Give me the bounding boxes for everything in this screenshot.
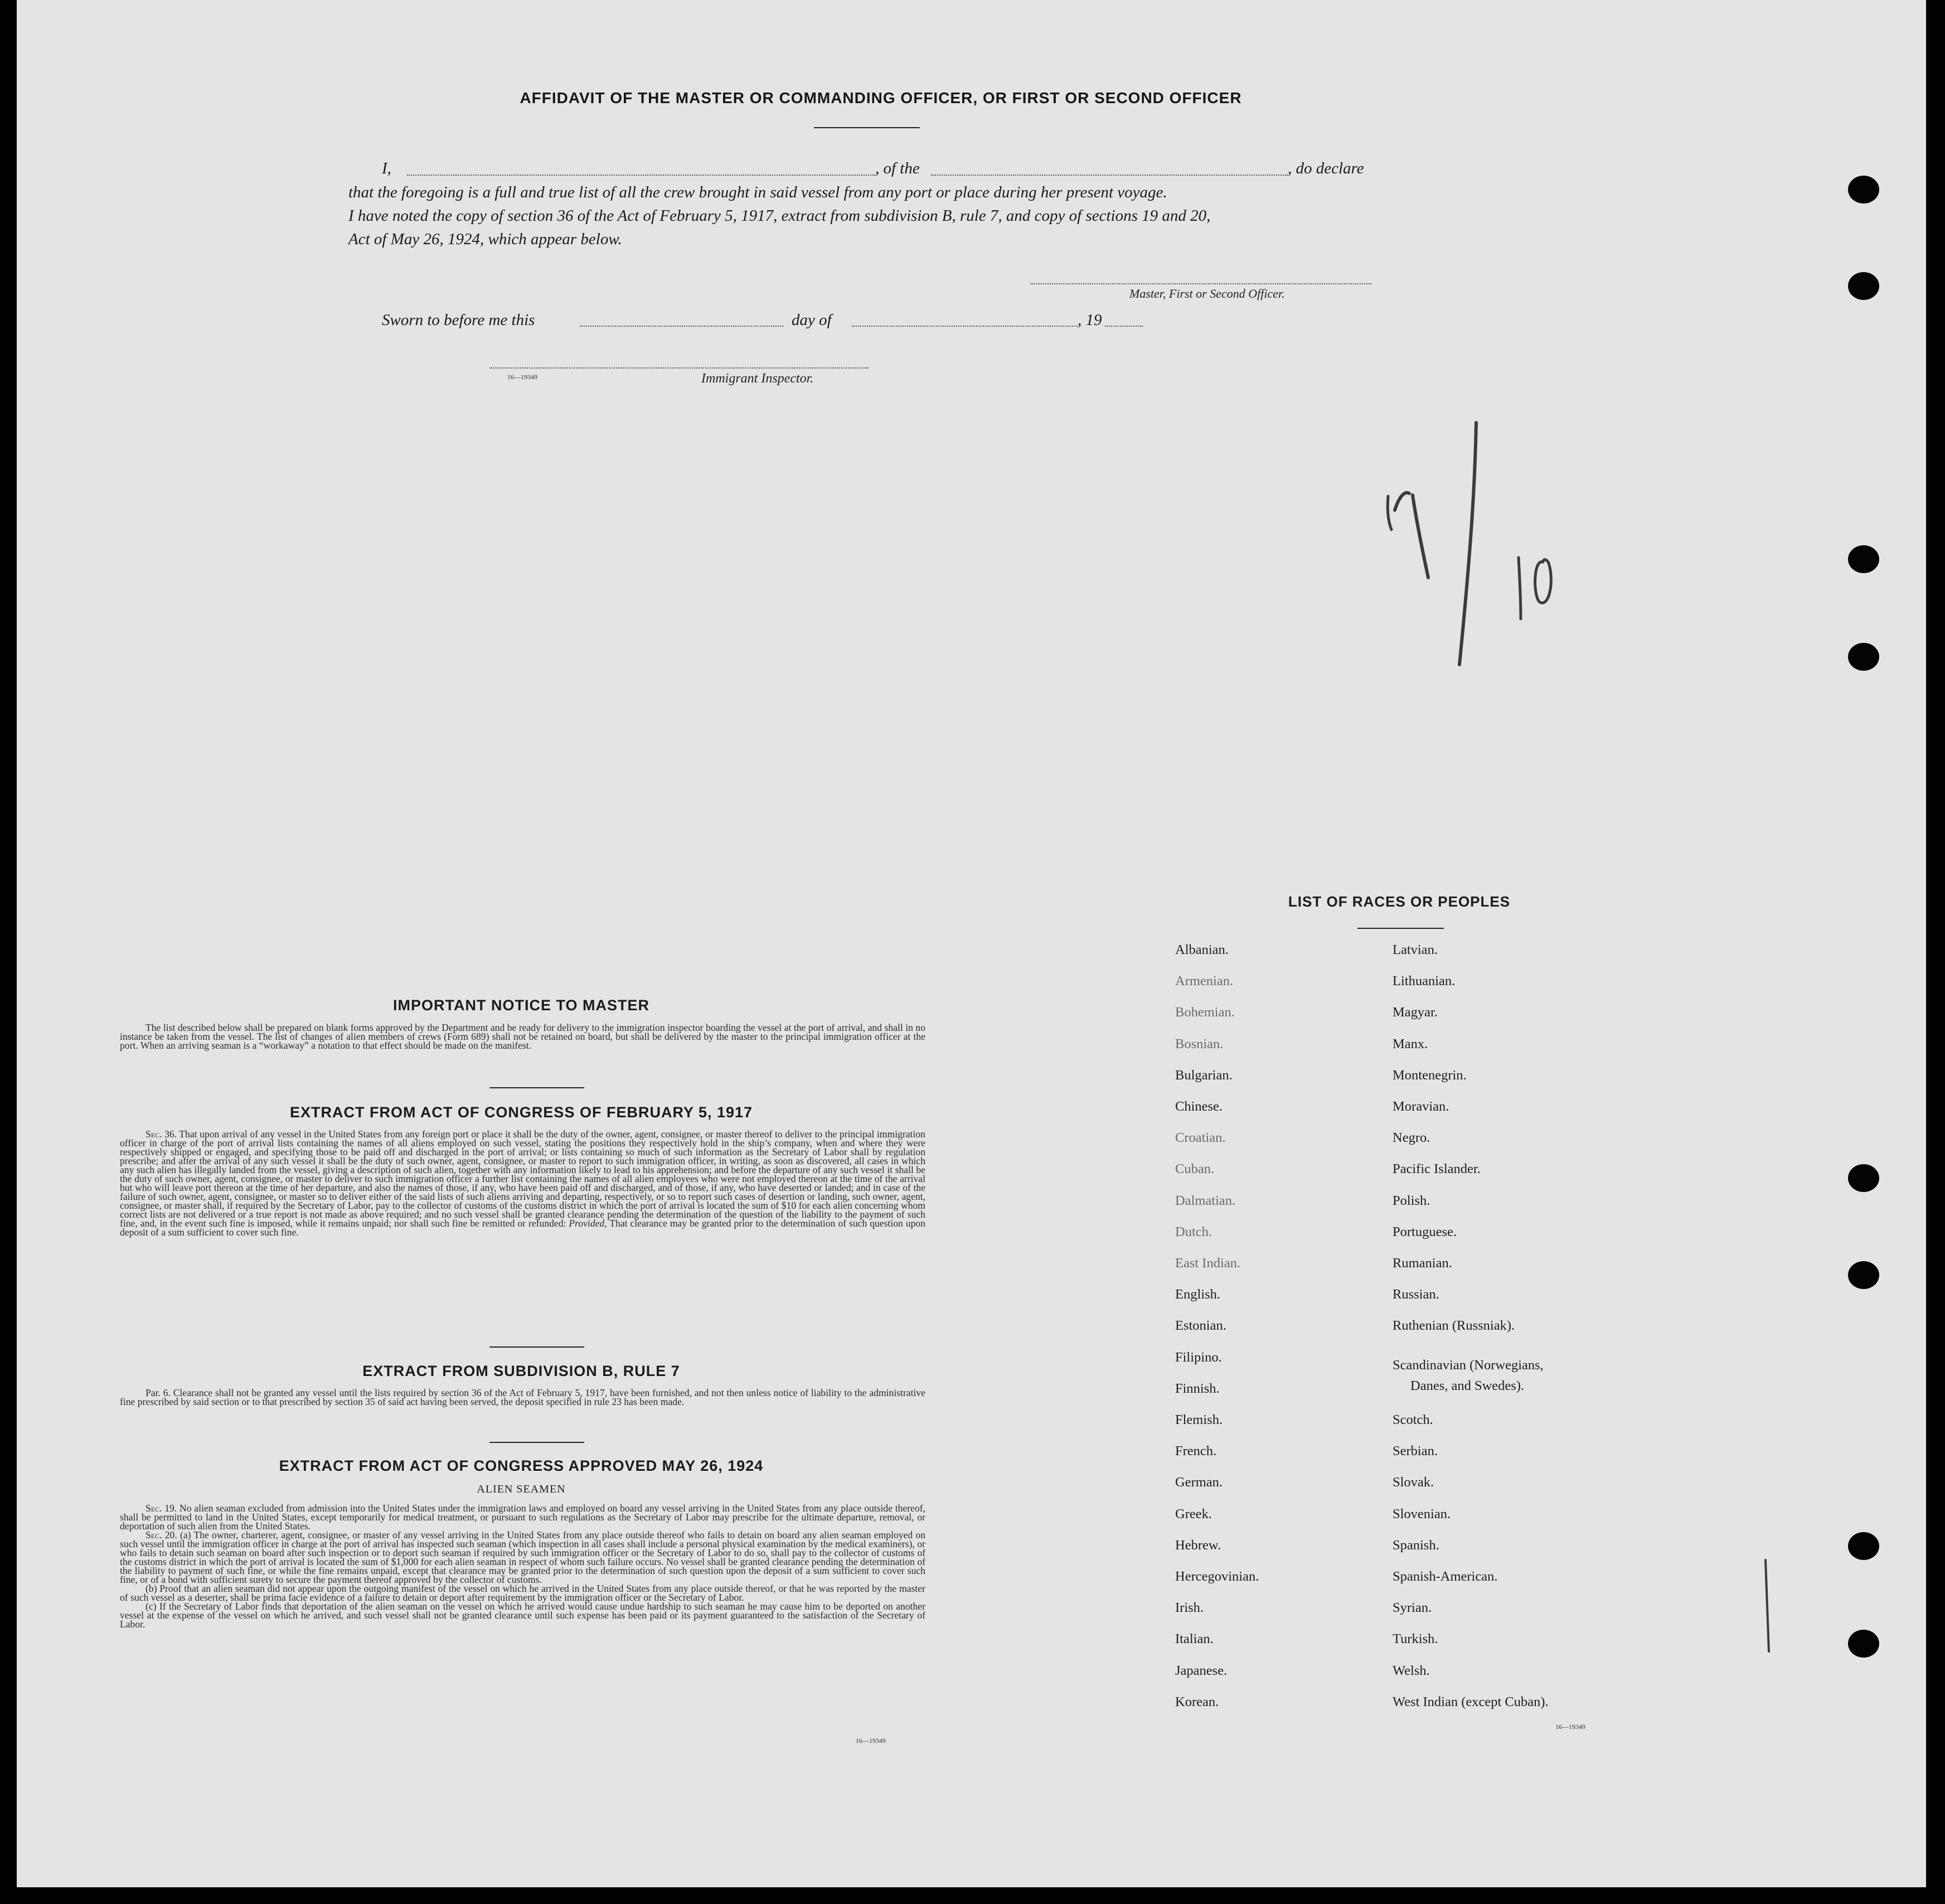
affidavit-i-label: I,	[382, 159, 391, 177]
punch-hole	[1848, 1164, 1879, 1192]
punch-hole	[1848, 1532, 1879, 1560]
race-item: Syrian.	[1393, 1600, 1432, 1616]
race-item: Turkish.	[1393, 1631, 1438, 1647]
affidavit-form-number: 16—19349	[507, 373, 537, 381]
race-item: Italian.	[1175, 1631, 1214, 1647]
sec-20-label: Sec. 20.	[145, 1529, 177, 1540]
punch-hole	[1848, 545, 1879, 573]
race-item: Serbian.	[1393, 1443, 1438, 1459]
race-item: Flemish.	[1175, 1412, 1223, 1427]
race-item: German.	[1175, 1475, 1223, 1490]
sec-36-text: That upon arrival of any vessel in the United States from any foreign port or place it shall be the duty of the owner, agent, consignee, or master thereof to deliver to the principal immigration officer in charge of the port of arrival lists containing the names of all aliens employed on such vessel, stating the positions they respectively hold in the ship’s company, when and where they were respectively shipped or engaged, and specifying those to be paid off and discharged in the port of arrival; or lists containing so much of such information as the Secretary of Labor shall by regulation prescribe; and after the arrival of any such vessel it shall be the duty of such owner, agent, consignee, or master to report to such immigration officer, in writing, as soon as discovered, all cases in which any such alien has illegally landed from the vessel, giving a description of such alien, together with any information likely to lead to his apprehension; and before the departure of any such vessel it shall be the duty of such owner, agent, consignee, or master to deliver to such immigration officer a further list containing the names of all alien employees who were not employed thereon at the time of the arrival but who will leave port thereon at the time of her departure, and also the names of those, if any, who have been paid off and discharged, and of those, if any, who have deserted or landed; and in case of the failure of such owner, agent, consignee, or master so to deliver either of the said lists of such aliens arriving and departing, respectively, or so to report such cases of desertion or landing, such owner, agent, consignee, or master shall, if required by the Secretary of Labor, pay to the collector of customs of the customs district in which the port of arrival is located the sum of $10 for each alien concerning whom correct lists are not delivered or a true report is not made as above required; and no such vessel shall be granted clearance pending the determination of the question of the liability to the payment of such fine, and, in the event such fine is imposed, while it remains unpaid; nor shall such fine be remitted or refunded:	[120, 1128, 925, 1229]
race-item: Japanese.	[1175, 1663, 1228, 1678]
year-blank[interactable]	[1105, 326, 1143, 327]
notice-rule	[489, 1087, 584, 1088]
race-item: Slovenian.	[1393, 1506, 1451, 1522]
affidavit-line-1: that the foregoing is a full and true list of all the crew brought in said vessel from any port or place during her present voyage.	[348, 183, 1167, 201]
extract-form-number: 16—19349	[856, 1737, 886, 1745]
rule7-text: Par. 6. Clearance shall not be granted any vessel until the lists required by section 36 of the Act of February 5, 1917, have been furnished, and not then unless notice of liability to the administrative fine prescribed by said section or to that prescribed by section 35 of said act having been served, the deposit specified in rule 23 has been made.	[120, 1387, 925, 1407]
race-item: Albanian.	[1175, 942, 1229, 957]
year-label: , 19	[1078, 311, 1102, 329]
inspector-caption: Immigrant Inspector.	[701, 371, 814, 386]
affidavit-line-2: I have noted the copy of section 36 of the Act of February 5, 1917, extract from subdivision B, rule 7, and copy of sections 19 and 20,	[348, 207, 1211, 225]
race-item: Russian.	[1393, 1287, 1439, 1302]
race-item: Croatian.	[1175, 1130, 1226, 1146]
race-item: Filipino.	[1175, 1349, 1222, 1365]
race-item: Pacific Islander.	[1393, 1161, 1481, 1177]
race-item: Scotch.	[1393, 1412, 1433, 1427]
race-item: Chinese.	[1175, 1099, 1223, 1114]
race-item: Dutch.	[1175, 1224, 1212, 1239]
race-item: Ruthenian (Russniak).	[1393, 1318, 1515, 1334]
scandinavian-continuation: Danes, and Swedes).	[1410, 1378, 1525, 1393]
race-item: Bulgarian.	[1175, 1067, 1233, 1083]
race-item: Spanish.	[1393, 1537, 1439, 1553]
rule7-title: EXTRACT FROM SUBDIVISION B, RULE 7	[362, 1363, 680, 1379]
race-item: Bohemian.	[1175, 1005, 1235, 1020]
race-item: Latvian.	[1393, 942, 1438, 957]
sec-36-label: Sec. 36.	[145, 1128, 177, 1140]
affidavit-title: AFFIDAVIT OF THE MASTER OR COMMANDING OFFICER, OR FIRST OR SECOND OFFICER	[520, 89, 1242, 106]
race-item: Estonian.	[1175, 1318, 1226, 1334]
race-item: Korean.	[1175, 1694, 1219, 1709]
master-signature-line[interactable]	[1030, 283, 1371, 284]
notice-title: IMPORTANT NOTICE TO MASTER	[393, 997, 649, 1014]
day-of-label: day of	[792, 311, 832, 329]
inspector-signature-line[interactable]	[489, 367, 869, 369]
race-item: Slovak.	[1393, 1475, 1434, 1490]
sec-20a-text: (a) The owner, charterer, agent, consignee, or master of any vessel arriving in the United States from any place outside thereof who fails to detain on board any alien seaman employed on such vessel until the immigration officer in charge at the port of arrival has inspected such seaman (which inspection in all cases shall include a personal physical examination by the medical examiners), or who fails to detain such seaman on board after such inspection or to deport such seaman if required by such immigration officer or the Secretary of Labor to do so, shall pay to the collector of customs of the customs district in which the port of arrival is located the sum of $1,000 for each alien seaman in respect of whom such failure occurs. No vessel shall be granted clearance pending the determination of the liability to payment of such fine, or while the fine remains unpaid, except that clearance may be granted prior to the determination of such question upon the deposit of a sum sufficient to cover such fine, or of a bond with sufficient surety to secure the payment thereof approved by the collector of customs.	[120, 1529, 925, 1585]
sworn-day-blank[interactable]	[580, 326, 783, 327]
sec-19-label: Sec. 19.	[145, 1503, 177, 1514]
race-item: Magyar.	[1393, 1005, 1438, 1020]
sec-20b-text: (b) Proof that an alien seaman did not appear upon the outgoing manifest of the vessel on which he arrived in the United States from any place outside thereof, or that he was reported by the master of such vessel as a deserter, shall be prima facie evidence of a failure to detain or deport after requirement by the immigration officer or the Secretary of Labor.	[120, 1583, 925, 1603]
extract-1924-title: EXTRACT FROM ACT OF CONGRESS APPROVED MAY 26, 1924	[279, 1457, 764, 1474]
rule7-body	[120, 1388, 925, 1406]
extract-1924-body	[120, 1504, 925, 1629]
race-item: Dalmatian.	[1175, 1193, 1236, 1208]
affidavit-do-declare: , do declare	[1288, 159, 1364, 177]
race-item: Manx.	[1393, 1036, 1428, 1052]
margin-pencil-mark	[1759, 1556, 1776, 1656]
vessel-blank-line[interactable]	[931, 175, 1288, 176]
proviso-text: That clearance may be granted prior to the determination of such question upon deposit of a sum sufficient to cover such fine.	[120, 1218, 925, 1238]
sec-20c-text: (c) If the Secretary of Labor finds that deportation of the alien seaman on the vessel on which he arrived would cause undue hardship to such seaman he may cause him to be deported on another vessel at the expense of the vessel on which he arrived, and such vessel shall not be granted clearance until such expense has been paid or its payment guaranteed to the satisfaction of the Secretary of Labor.	[120, 1601, 925, 1630]
punch-hole	[1848, 176, 1879, 204]
month-blank[interactable]	[852, 326, 1078, 327]
race-item: Moravian.	[1393, 1099, 1449, 1114]
race-item: Irish.	[1175, 1600, 1204, 1616]
race-item: English.	[1175, 1287, 1220, 1302]
punch-hole	[1848, 272, 1879, 300]
extract-1917-rule	[489, 1346, 584, 1348]
race-item: Bosnian.	[1175, 1036, 1224, 1052]
race-item: Montenegrin.	[1393, 1067, 1467, 1083]
race-item: Lithuanian.	[1393, 973, 1456, 989]
document-page	[17, 0, 1926, 1887]
master-caption: Master, First or Second Officer.	[1129, 287, 1285, 301]
races-rule	[1357, 928, 1444, 929]
notice-body	[120, 1023, 925, 1050]
race-item: Greek.	[1175, 1506, 1212, 1522]
proviso-label: Provided,	[569, 1218, 607, 1229]
affidavit-line-3: Act of May 26, 1924, which appear below.	[348, 230, 622, 248]
handwritten-mark-7-10	[1366, 413, 1622, 669]
notice-text: The list described below shall be prepared on blank forms approved by the Department and be ready for delivery to the immigration inspector boarding the vessel at the port of arrival, and shall in no instance be taken from the vessel. The list of changes of alien members of crews (Form 689) shall not be retained on board, but shall be delivered by the master to the principal immigration officer at the port. When an arriving seaman is a “workaway” a notation to that effect should be made on the manifest.	[120, 1022, 925, 1051]
races-form-number: 16—19349	[1555, 1723, 1585, 1731]
sworn-label: Sworn to before me this	[382, 311, 535, 329]
sec-19-text: No alien seaman excluded from admission into the United States under the immigration laws and employed on board any vessel arriving in the United States from any place outside thereof, shall be permitted to land in the United States, except temporarily for medical treatment, or pursuant to such regulations as the Secretary of Labor may prescribe for the ultimate departure, removal, or deportation of such alien from the United States.	[120, 1503, 925, 1532]
punch-hole	[1848, 1261, 1879, 1289]
race-item: Armenian.	[1175, 973, 1234, 989]
extract-1917-title: EXTRACT FROM ACT OF CONGRESS OF FEBRUARY 5, 1917	[289, 1104, 753, 1121]
race-item: West Indian (except Cuban).	[1393, 1694, 1549, 1709]
race-item: Negro.	[1393, 1130, 1430, 1146]
race-item: Welsh.	[1393, 1663, 1430, 1678]
punch-hole	[1848, 643, 1879, 671]
race-item: Cuban.	[1175, 1161, 1215, 1177]
race-item: Rumanian.	[1393, 1256, 1452, 1271]
race-item: Spanish-American.	[1393, 1569, 1498, 1584]
affidavit-of-the: , of the	[875, 159, 920, 177]
race-item: Hebrew.	[1175, 1537, 1221, 1553]
rule7-rule	[489, 1442, 584, 1443]
title-rule	[814, 127, 920, 128]
race-item: Scandinavian (Norwegians,	[1393, 1357, 1544, 1373]
race-item: East Indian.	[1175, 1256, 1241, 1271]
race-item: Polish.	[1393, 1193, 1430, 1208]
races-title: LIST OF RACES OR PEOPLES	[1288, 893, 1511, 910]
punch-hole	[1848, 1630, 1879, 1658]
alien-seamen-subtitle: ALIEN SEAMEN	[477, 1483, 566, 1495]
race-item: Finnish.	[1175, 1380, 1220, 1396]
race-item: Hercegovinian.	[1175, 1569, 1259, 1584]
race-item: French.	[1175, 1443, 1217, 1459]
extract-1917-body	[120, 1130, 925, 1237]
name-blank-line[interactable]	[407, 175, 875, 176]
race-item: Portuguese.	[1393, 1224, 1457, 1239]
